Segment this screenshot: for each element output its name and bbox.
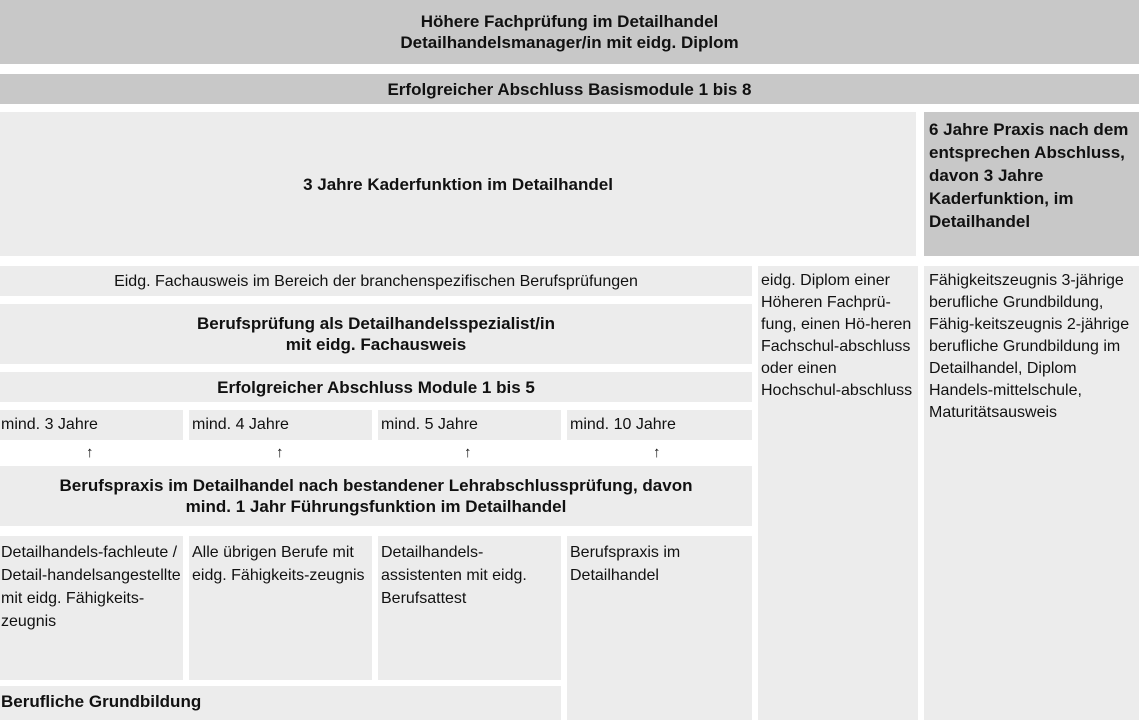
title-line-1: Höhere Fachprüfung im Detailhandel	[420, 12, 719, 31]
modules-1-5-label: Erfolgreicher Abschluss Module 1 bis 5	[217, 377, 535, 397]
arrow-up-icon: ↑	[86, 444, 94, 461]
entry-box-3	[378, 536, 561, 680]
duration-label-1: mind. 3 Jahre	[1, 416, 98, 433]
entry-label-3: Detailhandels-assistenten mit eidg. Berufsattest	[381, 544, 527, 607]
duration-label-2: mind. 4 Jahre	[192, 416, 289, 433]
specialist-exam-line-2: mit eidg. Fachausweis	[285, 335, 467, 354]
practice-retail-line-1: Berufspraxis im Detailhandel nach bestandener Lehrabschlussprüfung, davon	[59, 476, 693, 495]
duration-box-2	[189, 410, 372, 440]
specialist-exam-box	[0, 304, 752, 364]
entry-box-2	[189, 536, 372, 680]
title-line-2: Detailhandelsmanager/in mit eidg. Diplom	[400, 33, 739, 52]
diploma-column	[758, 266, 918, 720]
practice-6-years-label: 6 Jahre Praxis nach dem entsprechen Abschluss, davon 3 Jahre Kaderfunktion, im Detailhandel	[929, 120, 1129, 231]
entry-box-4	[567, 536, 752, 720]
entry-label-2: Alle übrigen Berufe mit eidg. Fähigkeits-zeugnis	[192, 544, 365, 584]
cadre-3-years-label: 3 Jahre Kaderfunktion im Detailhandel	[303, 174, 613, 194]
duration-box-4	[567, 410, 752, 440]
duration-box-3	[378, 410, 561, 440]
proficiency-column-label: Fähigkeitszeugnis 3-jährige berufliche Grundbildung, Fähig-keitszeugnis 2-jährige berufliche Grundbildung im Detailhandel, Diplom Handels-mittelschule, Maturitätsausweis	[929, 272, 1130, 421]
basis-modules-label: Erfolgreicher Abschluss Basismodule 1 bis 8	[387, 79, 752, 99]
proficiency-column	[924, 266, 1139, 720]
practice-retail-box	[0, 466, 752, 526]
arrow-up-icon: ↑	[276, 444, 284, 461]
practice-retail-line-2: mind. 1 Jahr Führungsfunktion im Detailhandel	[185, 497, 567, 516]
duration-box-1	[0, 410, 183, 440]
diploma-column-label: eidg. Diplom einer Höheren Fachprü-fung, einen Hö-heren Fachschul-abschluss oder einen Hochschul-abschluss	[761, 272, 913, 399]
basis-modules-bar	[0, 74, 1139, 104]
specialist-exam-line-1: Berufsprüfung als Detailhandelsspezialist/in	[196, 314, 556, 333]
arrow-up-icon: ↑	[653, 444, 661, 461]
duration-label-3: mind. 5 Jahre	[381, 416, 478, 433]
duration-label-4: mind. 10 Jahre	[570, 416, 676, 433]
basic-training-label: Berufliche Grundbildung	[1, 692, 202, 711]
arrow-up-icon: ↑	[464, 444, 472, 461]
entry-box-1	[0, 536, 183, 680]
entry-label-4: Berufspraxis im Detailhandel	[570, 544, 681, 584]
basic-training-bar	[0, 686, 561, 720]
title-block	[0, 0, 1139, 64]
entry-label-1: Detailhandels-fachleute / Detail-handelsangestellte mit eidg. Fähigkeits-zeugnis	[1, 544, 181, 630]
modules-1-5-bar	[0, 372, 752, 402]
practice-6-years-box	[924, 112, 1139, 256]
cadre-3-years-box	[0, 112, 916, 256]
federal-certificate-bar	[0, 266, 752, 296]
federal-certificate-label: Eidg. Fachausweis im Bereich der branchenspezifischen Berufsprüfungen	[114, 272, 638, 290]
